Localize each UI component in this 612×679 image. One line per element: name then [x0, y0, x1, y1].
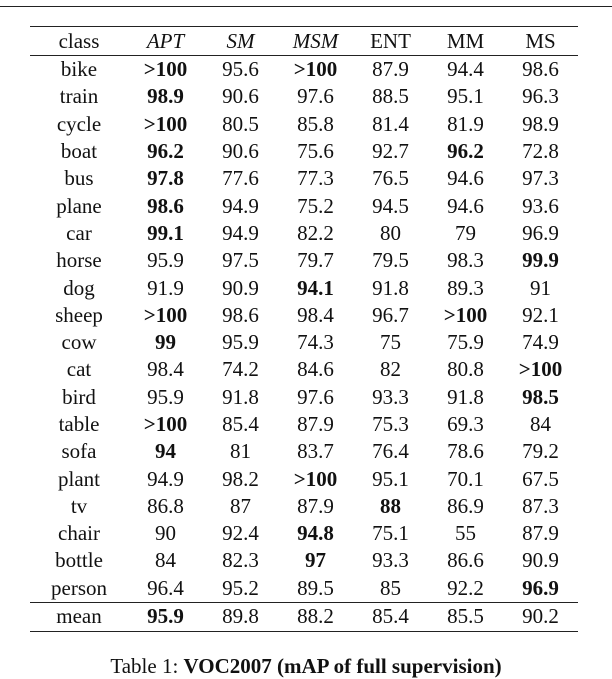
class-cell: train — [59, 84, 99, 109]
value-cell: 94.9 — [147, 466, 184, 491]
value-cell: 88.5 — [372, 84, 409, 109]
class-cell: bird — [62, 384, 96, 409]
value-cell: >100 — [143, 412, 188, 436]
value-cell: 89.3 — [447, 275, 484, 300]
value-cell: 82.3 — [222, 548, 259, 573]
value-cell: 92.1 — [522, 302, 559, 327]
class-cell: cycle — [56, 111, 102, 136]
table-row — [30, 547, 578, 574]
table-row — [30, 111, 578, 138]
table-row — [30, 274, 578, 301]
value-cell: 96.2 — [447, 139, 484, 164]
table-row — [30, 220, 578, 247]
value-cell: 94.5 — [372, 193, 409, 218]
value-cell: 75.9 — [447, 330, 484, 355]
value-cell: 90 — [155, 521, 176, 546]
class-cell: tv — [70, 493, 88, 518]
class-cell: table — [58, 412, 100, 436]
value-cell: 86.8 — [147, 493, 184, 518]
value-cell: 84.6 — [297, 357, 334, 382]
value-cell: 85.4 — [353, 602, 428, 631]
value-cell: 55 — [455, 521, 476, 546]
value-cell: 95.9 — [222, 330, 259, 355]
value-cell: 74.9 — [522, 330, 559, 355]
value-cell: 92.4 — [222, 521, 259, 546]
value-cell: 98.9 — [147, 84, 184, 109]
value-cell: 97.6 — [297, 384, 334, 409]
table-row — [30, 329, 578, 356]
value-cell: 79.5 — [372, 248, 409, 273]
class-cell: bus — [64, 166, 94, 191]
value-cell: 99.1 — [147, 220, 184, 245]
table-row — [30, 302, 578, 329]
value-cell: 82.2 — [297, 220, 334, 245]
value-cell: 94.9 — [222, 220, 259, 245]
value-cell: >100 — [293, 57, 338, 82]
value-cell: 87.9 — [297, 412, 334, 436]
table-row — [30, 575, 578, 603]
header-row — [30, 27, 578, 56]
value-cell: 98.6 — [147, 193, 184, 218]
value-cell: 92.7 — [372, 139, 409, 164]
value-cell: 88 — [380, 493, 401, 518]
value-cell: 98.2 — [222, 466, 259, 491]
column-header: APT — [128, 27, 203, 56]
value-cell: 81.4 — [372, 111, 409, 136]
value-cell: 99 — [155, 330, 176, 355]
value-cell: 91.8 — [447, 384, 484, 409]
value-cell: 97.5 — [222, 248, 259, 273]
value-cell: 96.2 — [147, 139, 184, 164]
value-cell: 85.4 — [222, 412, 259, 436]
value-cell: 84 — [155, 548, 176, 573]
value-cell: 90.6 — [222, 84, 259, 109]
value-cell: 89.5 — [297, 575, 334, 600]
value-cell: 77.6 — [222, 166, 259, 191]
value-cell: 98.6 — [222, 302, 259, 327]
value-cell: 95.6 — [222, 57, 259, 82]
value-cell: 92.2 — [447, 575, 484, 600]
value-cell: 90.6 — [222, 139, 259, 164]
value-cell: 95.2 — [222, 575, 259, 600]
caption-prefix: Table 1: — [110, 654, 184, 678]
value-cell: 85.8 — [297, 111, 334, 136]
table-row — [30, 247, 578, 274]
value-cell: 76.4 — [372, 439, 409, 464]
value-cell: 91.9 — [147, 275, 184, 300]
value-cell: 75 — [380, 330, 401, 355]
value-cell: 95.1 — [447, 84, 484, 109]
table-header — [30, 27, 578, 56]
value-cell: 76.5 — [372, 166, 409, 191]
value-cell: 80.8 — [447, 357, 484, 382]
value-cell: 79.2 — [522, 439, 559, 464]
value-cell: 93.3 — [372, 548, 409, 573]
value-cell: >100 — [443, 302, 488, 327]
table-row — [30, 520, 578, 547]
table-footer — [30, 602, 578, 631]
value-cell: 96.9 — [522, 575, 559, 600]
column-header: ENT — [353, 27, 428, 56]
value-cell: 94.1 — [297, 275, 334, 300]
value-cell: 82 — [380, 357, 401, 382]
value-cell: 90.9 — [222, 275, 259, 300]
table-caption — [0, 654, 612, 679]
value-cell: 95.1 — [372, 466, 409, 491]
value-cell: 98.3 — [447, 248, 484, 273]
value-cell: 98.4 — [147, 357, 184, 382]
value-cell: 94.4 — [447, 57, 484, 82]
class-cell: dog — [63, 275, 95, 300]
value-cell: 99.9 — [522, 248, 559, 273]
value-cell: 94.9 — [222, 193, 259, 218]
column-header: MSM — [278, 27, 353, 56]
class-cell: boat — [60, 139, 98, 164]
value-cell: 81.9 — [447, 111, 484, 136]
value-cell: 87.9 — [522, 521, 559, 546]
value-cell: 79.7 — [297, 248, 334, 273]
value-cell: 84 — [530, 412, 551, 436]
value-cell: 85.5 — [428, 602, 503, 631]
table-row — [30, 138, 578, 165]
class-cell: person — [51, 575, 107, 600]
column-header: MS — [503, 27, 578, 56]
page-top-rule — [0, 6, 612, 7]
value-cell: 95.9 — [147, 248, 184, 273]
class-cell: bottle — [55, 548, 103, 573]
value-cell: 91 — [530, 275, 551, 300]
value-cell: 91.8 — [222, 384, 259, 409]
class-cell: bike — [60, 57, 98, 82]
value-cell: 74.3 — [297, 330, 334, 355]
value-cell: 81 — [230, 439, 251, 464]
value-cell: 95.9 — [128, 602, 203, 631]
table-row — [30, 438, 578, 465]
value-cell: >100 — [143, 302, 188, 327]
column-header: class — [30, 27, 128, 56]
value-cell: >100 — [518, 357, 563, 382]
value-cell: 94.6 — [447, 166, 484, 191]
value-cell: 80.5 — [222, 111, 259, 136]
class-cell: horse — [56, 248, 102, 273]
value-cell: 87.9 — [297, 493, 334, 518]
value-cell: 77.3 — [297, 166, 334, 191]
class-cell: plant — [58, 466, 100, 491]
class-cell: cat — [66, 357, 92, 382]
value-cell: 94.6 — [447, 193, 484, 218]
value-cell: 98.5 — [522, 384, 559, 409]
value-cell: 75.6 — [297, 139, 334, 164]
table-body — [30, 56, 578, 603]
column-header: MM — [428, 27, 503, 56]
value-cell: 83.7 — [297, 439, 334, 464]
column-header: SM — [203, 27, 278, 56]
table-row — [30, 165, 578, 192]
mean-row — [30, 602, 578, 631]
value-cell: >100 — [143, 111, 188, 136]
class-cell: mean — [30, 602, 128, 631]
value-cell: 98.6 — [522, 57, 559, 82]
table-row — [30, 192, 578, 219]
value-cell: 96.3 — [522, 84, 559, 109]
value-cell: 93.6 — [522, 193, 559, 218]
value-cell: 98.9 — [522, 111, 559, 136]
value-cell: 86.9 — [447, 493, 484, 518]
value-cell: 97.6 — [297, 84, 334, 109]
value-cell: 96.4 — [147, 575, 184, 600]
value-cell: 97 — [305, 548, 326, 573]
value-cell: 94 — [155, 439, 176, 464]
value-cell: 75.2 — [297, 193, 334, 218]
value-cell: 96.7 — [372, 302, 409, 327]
value-cell: 78.6 — [447, 439, 484, 464]
value-cell: 87.9 — [372, 57, 409, 82]
value-cell: 93.3 — [372, 384, 409, 409]
class-cell: chair — [58, 521, 100, 546]
value-cell: 91.8 — [372, 275, 409, 300]
value-cell: 69.3 — [447, 412, 484, 436]
value-cell: 87 — [230, 493, 251, 518]
table-row — [30, 493, 578, 520]
value-cell: 79 — [455, 220, 476, 245]
value-cell: 98.4 — [297, 302, 334, 327]
table-row — [30, 83, 578, 110]
table-row — [30, 56, 578, 84]
value-cell: 95.9 — [147, 384, 184, 409]
value-cell: 89.8 — [203, 602, 278, 631]
value-cell: 96.9 — [522, 220, 559, 245]
table-row — [30, 411, 578, 438]
results-table — [30, 26, 578, 632]
caption-title: VOC2007 (mAP of full supervision) — [183, 654, 502, 678]
value-cell: 75.3 — [372, 412, 409, 436]
value-cell: 94.8 — [297, 521, 334, 546]
value-cell: 97.8 — [147, 166, 184, 191]
value-cell: 90.2 — [503, 602, 578, 631]
table-row — [30, 356, 578, 383]
value-cell: 97.3 — [522, 166, 559, 191]
value-cell: 87.3 — [522, 493, 559, 518]
value-cell: 72.8 — [522, 139, 559, 164]
value-cell: 85 — [380, 575, 401, 600]
value-cell: 70.1 — [447, 466, 484, 491]
value-cell: 86.6 — [447, 548, 484, 573]
class-cell: cow — [61, 330, 97, 355]
class-cell: sheep — [55, 302, 103, 327]
value-cell: 90.9 — [522, 548, 559, 573]
value-cell: >100 — [293, 466, 338, 491]
value-cell: 75.1 — [372, 521, 409, 546]
class-cell: sofa — [61, 439, 97, 464]
table-row — [30, 465, 578, 492]
value-cell: >100 — [143, 57, 188, 82]
value-cell: 67.5 — [522, 466, 559, 491]
class-cell: plane — [56, 193, 102, 218]
value-cell: 74.2 — [222, 357, 259, 382]
table-row — [30, 384, 578, 411]
value-cell: 88.2 — [278, 602, 353, 631]
value-cell: 80 — [380, 220, 401, 245]
class-cell: car — [66, 220, 92, 245]
